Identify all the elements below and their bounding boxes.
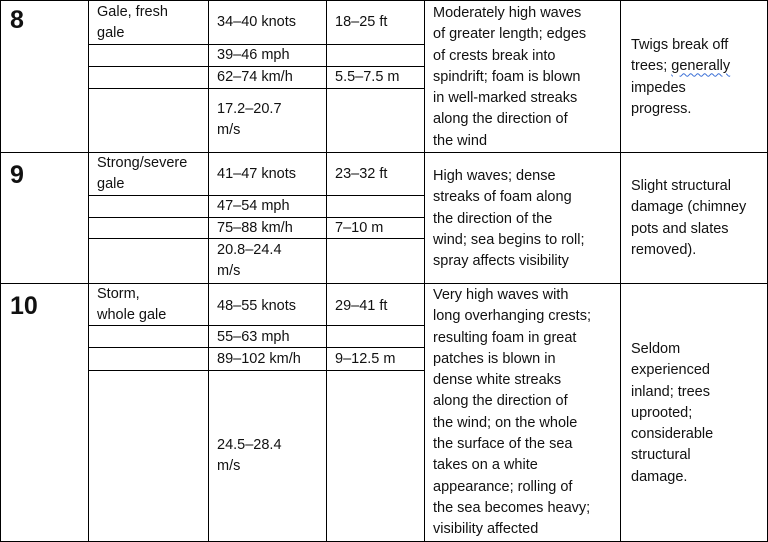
- wave-height-feet: 23–32 ft: [335, 166, 388, 182]
- speed-kmh: 62–74 km/h: [217, 69, 293, 85]
- land-conditions: [631, 35, 730, 120]
- wind-description: Strong/severe gale: [97, 155, 188, 193]
- land-conditions: Seldom experienced inland; trees uprooted; considerable structural damage.: [631, 341, 714, 485]
- speed-mph: 39–46 mph: [217, 47, 290, 63]
- speed-kmh: 75–88 km/h: [217, 220, 293, 236]
- land-conditions-text: Twigs break off trees;: [631, 37, 729, 75]
- wave-height-feet: 18–25 ft: [335, 14, 388, 30]
- column-divider: [326, 0, 327, 542]
- sea-conditions: Moderately high waves of greater length; edges of crests break into spindrift; foam is blown in well-marked streaks along the direction of the wind: [433, 5, 587, 149]
- speed-knots: 41–47 knots: [217, 166, 297, 182]
- column-divider: [208, 0, 209, 542]
- force-number: 9: [10, 161, 24, 189]
- table-border-left: [0, 0, 1, 542]
- speed-mph: 47–54 mph: [217, 198, 290, 214]
- row-separator: [0, 0, 768, 1]
- sea-conditions: High waves; dense streaks of foam along the direction of the wind; sea begins to roll; spray affects visibility: [433, 168, 585, 270]
- wave-height-meters: 5.5–7.5 m: [335, 69, 400, 85]
- wave-height-meters: 7–10 m: [335, 220, 384, 236]
- speed-knots: 34–40 knots: [217, 14, 297, 30]
- force-number: 10: [10, 292, 38, 320]
- wave-height-feet: 29–41 ft: [335, 298, 388, 314]
- column-divider: [620, 0, 621, 542]
- column-divider: [424, 0, 425, 542]
- wind-description: Gale, fresh gale: [97, 4, 168, 42]
- speed-knots: 48–55 knots: [217, 298, 297, 314]
- speed-kmh: 89–102 km/h: [217, 351, 301, 367]
- column-divider: [88, 0, 89, 542]
- speed-ms: 17.2–20.7 m/s: [217, 101, 282, 139]
- wave-height-meters: 9–12.5 m: [335, 351, 396, 367]
- land-conditions-text: impedes progress.: [631, 79, 692, 117]
- land-conditions: Slight structural damage (chimney pots and slates removed).: [631, 178, 747, 258]
- sea-conditions: Very high waves with long overhanging crests; resulting foam in great patches is blown in dense white streaks along the direction of the wind; on the whole the surface of the sea takes on a white appearance; rolling of the sea becomes heavy; visibility affected: [433, 287, 591, 538]
- speed-mph: 55–63 mph: [217, 329, 290, 345]
- force-number: 8: [10, 6, 24, 34]
- spellcheck-flagged-word[interactable]: generally: [671, 58, 731, 75]
- speed-ms: 20.8–24.4 m/s: [217, 242, 282, 280]
- wind-description: Storm, whole gale: [97, 286, 167, 324]
- speed-ms: 24.5–28.4 m/s: [217, 437, 282, 475]
